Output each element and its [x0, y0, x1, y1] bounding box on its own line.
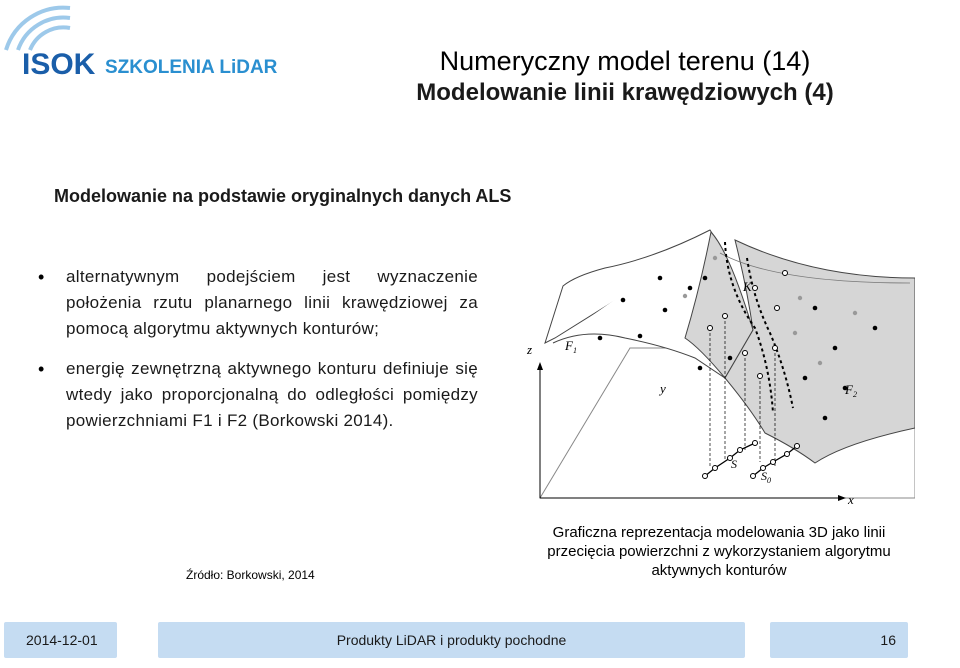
section-heading: Modelowanie na podstawie oryginalnych danych ALS [54, 186, 512, 206]
footer [0, 622, 960, 658]
label-f2-sub: 2 [852, 390, 857, 399]
bullet-list [38, 264, 478, 448]
axis-label-x: x [848, 492, 854, 507]
slide-subtitle: Modelowanie linii krawędziowych (4) [416, 79, 834, 106]
axis-label-y: y [660, 381, 666, 396]
bullet-text: alternatywnym podejściem jest wyznaczenie położenia rzutu planarnego linii krawędziowej za pomocą algorytmu aktywnych konturów; [66, 267, 478, 338]
isok-logo [0, 0, 300, 90]
bullet-symbol: • [38, 267, 45, 287]
label-f1-sub: 1 [572, 346, 577, 355]
footer-title: Produkty LiDAR i produkty pochodne [336, 632, 567, 648]
svg-text:F1 [564, 338, 577, 355]
logo-brand: ISOK [22, 48, 96, 81]
bullet-symbol: • [38, 359, 45, 379]
slide-title: Numeryczny model terenu (14) [439, 46, 811, 76]
slide-title-block [330, 44, 920, 108]
logo-tagline: SZKOLENIA LiDAR [105, 57, 278, 78]
figure-caption: Graficzna reprezentacja modelowania 3D jako linii przecięcia powierzchni z wykorzystaniem algorytmu aktywnych konturów [547, 524, 891, 579]
footer-page-box [770, 622, 908, 658]
figure-source: Źródło: Borkowski, 2014 [186, 568, 315, 582]
label-f1: F [565, 338, 573, 353]
active-contour-diagram [515, 228, 915, 518]
label-k: K [743, 279, 752, 294]
label-s0-sub: 0 [767, 476, 771, 485]
label-s: S [731, 457, 737, 471]
footer-title-box [158, 622, 745, 658]
bullet-item [38, 356, 478, 434]
bullet-item [38, 264, 478, 342]
bullet-text: energię zewnętrzną aktywnego konturu definiuje się wtedy jako proporcjonalną do odległości pomiędzy powierzchniami F1 i F2 (Borkowski 2014). [66, 359, 478, 430]
axis-label-z: z [527, 342, 533, 357]
label-f2: F [845, 382, 853, 397]
label-s0: S [761, 469, 767, 483]
footer-date-box [4, 622, 117, 658]
page-number: 16 [880, 632, 896, 648]
footer-date: 2014-12-01 [26, 632, 98, 648]
